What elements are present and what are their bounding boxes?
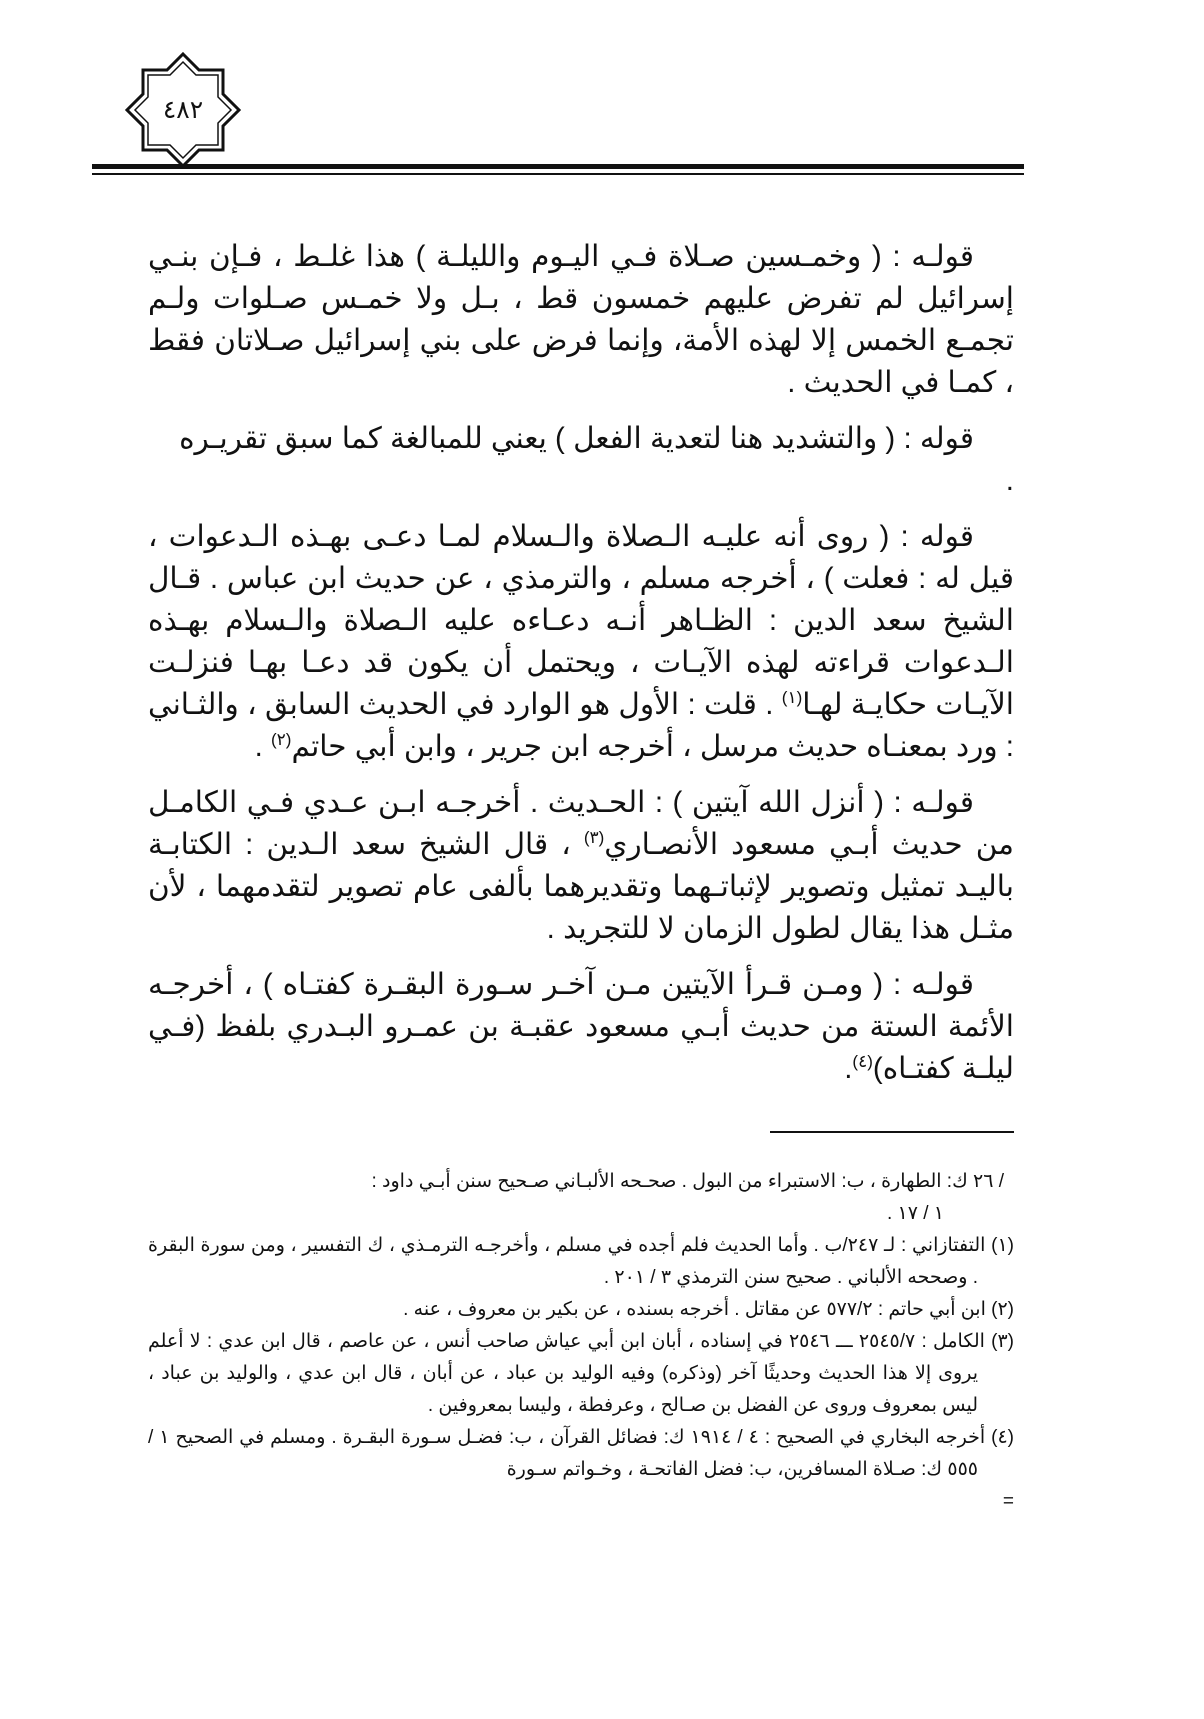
paragraph-3-text-c: . xyxy=(254,730,271,763)
paragraph-1: قولـه : ( وخمـسين صـلاة فـي اليـوم والليلـة ) هذا غلـط ، فـإن بنـي إسرائيل لم تفرض عليهم خمسون قط ، بـل ولا خمـس صـلوات ولـم تجمـع الخمس إلا لهذه الأمة، وإنما فرض على بني إسرائيل صـلاتان فقط ، كمـا في الحديث . xyxy=(148,240,1014,399)
header-rule-thin xyxy=(92,173,1024,175)
footnote-4-marker: (٤) xyxy=(991,1427,1014,1448)
footnote-ref-2[interactable]: (٢) xyxy=(270,730,292,750)
paragraph-5-text-a: قولـه : ( ومـن قـرأ الآيتين مـن آخـر سـورة البقـرة كفتـاه ) ، أخرجـه الأئمة الستة من حديث أبـي مسعود عقبـة بن عمـرو البـدري بلفظ (فـي ليلـة كفتـاه) xyxy=(148,968,1014,1085)
footnote-4-line-2: ومسلم في الصحيح ١ / ٥٥٥ ك: صـلاة المسافرين، ب: فضل الفاتحـة ، وخـواتم سـورة xyxy=(148,1427,978,1480)
footnote-separator xyxy=(770,1131,1014,1133)
main-text xyxy=(148,236,1014,1104)
paragraph-4-text-a: قولـه : ( أنزل الله آيتين ) : الحـديث . أخرجـه ابـن عـدي فـي الكامـل من حديث أبـي مسعود الأنصـاري xyxy=(148,786,1014,861)
paragraph-5-text-b: . xyxy=(844,1052,853,1085)
paragraph-2: قوله : ( والتشديد هنا لتعدية الفعل ) يعني للمبالغة كما سبق تقريـره xyxy=(179,422,974,455)
footnote-ref-4[interactable]: (٤) xyxy=(852,1052,873,1072)
paragraph-3-text-b: . قلت : الأول هو الوارد في الحديث السابق ، والثـاني : ورد بمعنـاه حديث مرسل ، أخرجه ابن جرير ، وابن أبي حاتم xyxy=(148,688,1014,763)
footnote-3-marker: (٣) xyxy=(991,1331,1014,1352)
paragraph-4-text-b: ، قال الشيخ سعد الـدين : الكتابـة باليـد تمثيل وتصوير لإثباتـهما وتقديرهما بألفى عام تصوير لتقدمهما ، لأن مثـل هذا يقال لطول الزمان لا للتجريد . xyxy=(148,828,1014,945)
footnote-continuation-mark: = xyxy=(1002,1491,1014,1512)
footnote-1-marker: (١) xyxy=(991,1235,1014,1256)
footnote-1-text: التفتازاني : لـ ٢٤٧/ب . وأما الحديث فلم أجده في مسلم ، وأخرجـه الترمـذي ، ك التفسير ، ومن سورة البقرة . وصححه الألباني . صحيح سنن الترمذي ٣ / ٢٠١ . xyxy=(148,1235,986,1288)
footnote-3 xyxy=(148,1326,1014,1422)
paragraph-5 xyxy=(148,964,1014,1090)
footnote-3-rest: قال ابن عدي : لا أعلم يروى إلا هذا الحديث وحديثًا آخر (وذكره) وفيه الوليد بن عباد ، عن أبان ، قال ابن عدي ، والوليد بن عباد ، ليس بمعروف وروى عن الفضل بن صـالح ، وعرفطة ، وليسا بمعروفين . xyxy=(148,1331,978,1416)
footnote-1 xyxy=(148,1230,1014,1294)
footnote-4 xyxy=(148,1422,1014,1486)
footnote-ref-3[interactable]: (٣) xyxy=(583,828,605,848)
footnotes xyxy=(148,1166,1014,1518)
footnote-4-line-1: أخرجه البخاري في الصحيح : ٤ / ١٩١٤ ك: فضائل القرآن ، ب: فضـل سـورة البقـرة . xyxy=(331,1427,986,1448)
paragraph-2-trailing-period: . xyxy=(1005,464,1014,497)
footnote-ref-1[interactable]: (١) xyxy=(781,688,803,708)
footnote-2-marker: (٢) xyxy=(991,1299,1014,1320)
paragraph-3-text-a: قوله : ( روى أنه عليـه الـصلاة والـسلام لمـا دعـى بهـذه الـدعوات ، قيل له : فعلت ) ، أخرجه مسلم ، والترمذي ، عن حديث ابن عباس . قـال الشيخ سعد الدين : الظـاهر أنـه دعـاءه عليه الـصلاة والـسلام بهـذه الـدعوات قراءته لهذه الآيـات ، ويحتمل أن يكون قد دعـا بهـا فنزلـت الآيـات حكايـة لهـا xyxy=(148,520,1014,721)
paragraph-4 xyxy=(148,782,1014,950)
page-number-badge xyxy=(115,42,251,178)
page-number: ٤٨٢ xyxy=(162,96,204,124)
header-rule-thick xyxy=(92,164,1024,169)
footnote-2-text: ابن أبي حاتم : ٥٧٧/٢ عن مقاتل . أخرجه بسنده ، عن بكير بن معروف ، عنه . xyxy=(403,1299,986,1320)
footnote-carryover-line-1: / ٢٦ ك: الطهارة ، ب: الاستبراء من البول . صحـحه الألبـاني صـحيح سنن أبـي داود : xyxy=(371,1171,1004,1192)
footnote-carryover-line-2: ١ / ١٧ . xyxy=(886,1203,944,1224)
footnote-3-line-1: الكامل : ٢٥٤٥/٧ ـــ ٢٥٤٦ في إسناده ، أبان ابن أبي عياش صاحب أنس ، عن عاصم ، xyxy=(326,1331,985,1352)
footnote-2 xyxy=(148,1294,1014,1326)
paragraph-3 xyxy=(148,516,1014,768)
